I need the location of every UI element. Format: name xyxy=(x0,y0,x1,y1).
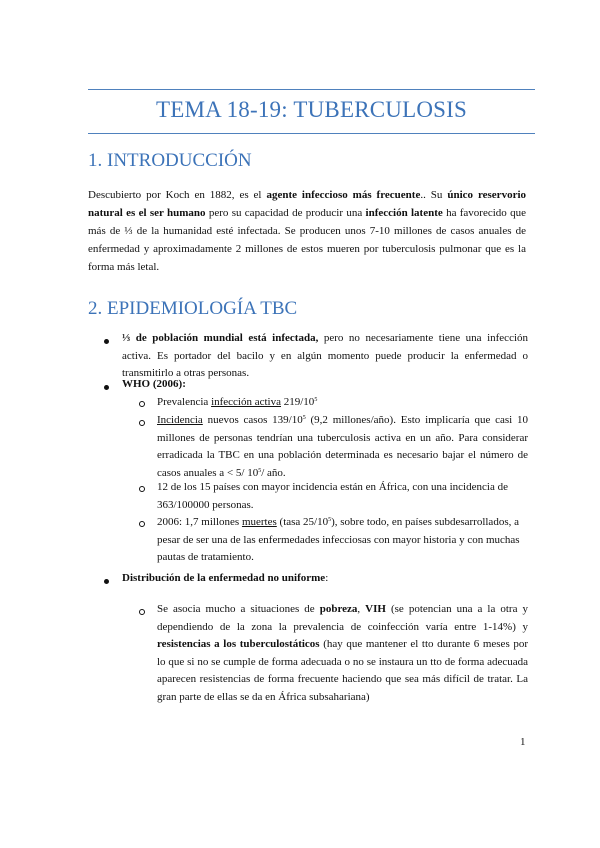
intro-text-4: ha favorecido que más de ⅓ de la humanidad esté infectada. Se producen unos 7-10 millones de casos anuales de enfermedad y aproximadamente 2 millones de estos mueren por tuberculosis pulmonar que es la forma más letal. xyxy=(88,207,526,273)
sub-item-countries xyxy=(157,479,528,514)
item-text: ), sobre todo, en países subdesarrollados, a pesar de ser una de las enfermedades infecciosas con mayor historia y con muchas pautas de tratamiento. xyxy=(157,516,520,563)
bullet-who-2006 xyxy=(122,376,528,394)
sub-bullet-marker xyxy=(139,420,145,426)
bullet-marker xyxy=(104,385,109,390)
page-title: TEMA 18-19: TUBERCULOSIS xyxy=(155,97,468,122)
bullet3-colon: : xyxy=(325,572,329,584)
item-superscript: 5 xyxy=(328,517,332,523)
intro-text-1: Descubierto por Koch en 1882, es el xyxy=(88,189,267,201)
intro-text-2: .. Su xyxy=(420,189,448,201)
intro-text-3: pero su capacidad de producir una xyxy=(205,207,366,219)
title-top-rule xyxy=(88,89,535,90)
item-text: (9,2 millones/año). Esto implicaría que casi 10 millones de personas tendrían una tuberculosis activa en un año. Para considerar erradicada la TBC en una población determinada es necesario bajar el número de casos anuales a < 5/ 10 xyxy=(157,414,528,479)
intro-paragraph xyxy=(88,186,526,276)
intro-bold-2: único reservorio natural es el ser humano xyxy=(88,189,527,219)
item-text: 2006: 1,7 millones xyxy=(157,516,242,528)
item-underlined: infección activa xyxy=(211,396,281,408)
item-bold: resistencias a los tuberculostáticos xyxy=(157,638,320,650)
item-text: nuevos casos 139/10 xyxy=(202,414,303,426)
item-text: / año. xyxy=(261,466,286,479)
sub-item-deaths xyxy=(157,514,528,567)
item-superscript: 5 xyxy=(302,415,306,421)
sub-bullet-marker xyxy=(139,609,145,615)
bullet-distribution xyxy=(122,570,528,588)
intro-bold-3: infección latente xyxy=(365,207,443,219)
section-heading-epidemiology: 2. EPIDEMIOLOGÍA TBC xyxy=(88,298,298,319)
bullet2-bold: WHO (2006): xyxy=(122,378,186,390)
sub-item-incidence xyxy=(157,412,528,482)
item-text: (hay que mantener el tto durante 6 meses por lo que si no se cumple de forma adecuada o no se instaura un tto de forma adecuada aparecen resistencias de forma frecuente haciendo que sea más difícil de tratar. La gran parte de ellas se da en África subsahariana) xyxy=(157,638,528,703)
sub-bullet-marker xyxy=(139,486,145,492)
bullet3-bold: Distribución de la enfermedad no uniforme xyxy=(122,572,326,584)
bullet-infected-population xyxy=(122,330,528,383)
sub-bullet-marker xyxy=(139,521,145,527)
item-superscript: 5 xyxy=(258,467,262,474)
page-number: 1 xyxy=(520,736,526,748)
sub-item-prevalence xyxy=(157,394,528,412)
item-bold: pobreza xyxy=(319,603,358,615)
bullet-marker xyxy=(104,579,109,584)
title-bottom-rule xyxy=(88,133,535,134)
item-text: , xyxy=(357,603,366,615)
item-text: (tasa 25/10 xyxy=(276,516,329,528)
item-text: Prevalencia xyxy=(157,396,212,408)
bullet-marker xyxy=(104,339,109,344)
item-text: 12 de los 15 países con mayor incidencia están en África, con una incidencia de 363/100000 personas. xyxy=(157,481,508,511)
bullet1-bold: ⅓ de población mundial está infectada, xyxy=(122,332,319,344)
section-heading-intro: 1. INTRODUCCIÓN xyxy=(88,150,252,171)
bullet1-text: pero no necesariamente tiene una infección activa. Es portador del bacilo y en algún momento puede producir la enfermedad o transmitirlo a otras personas. xyxy=(122,332,529,379)
sub-bullet-marker xyxy=(139,401,145,407)
item-bold: VIH xyxy=(365,603,386,615)
item-text: 219/10 xyxy=(281,396,315,408)
item-underlined: Incidencia xyxy=(157,414,203,426)
intro-bold-1: agente infeccioso más frecuente xyxy=(266,189,421,201)
item-text: (se potencian una a la otra y dependiendo de la zona la prevalencia de coinfección varía entre 1-14%) y xyxy=(157,603,528,633)
item-underlined: muertes xyxy=(241,516,277,528)
item-text: Se asocia mucho a situaciones de xyxy=(157,603,320,615)
sub-item-poverty-hiv xyxy=(157,601,528,706)
item-superscript: 5 xyxy=(314,397,318,403)
